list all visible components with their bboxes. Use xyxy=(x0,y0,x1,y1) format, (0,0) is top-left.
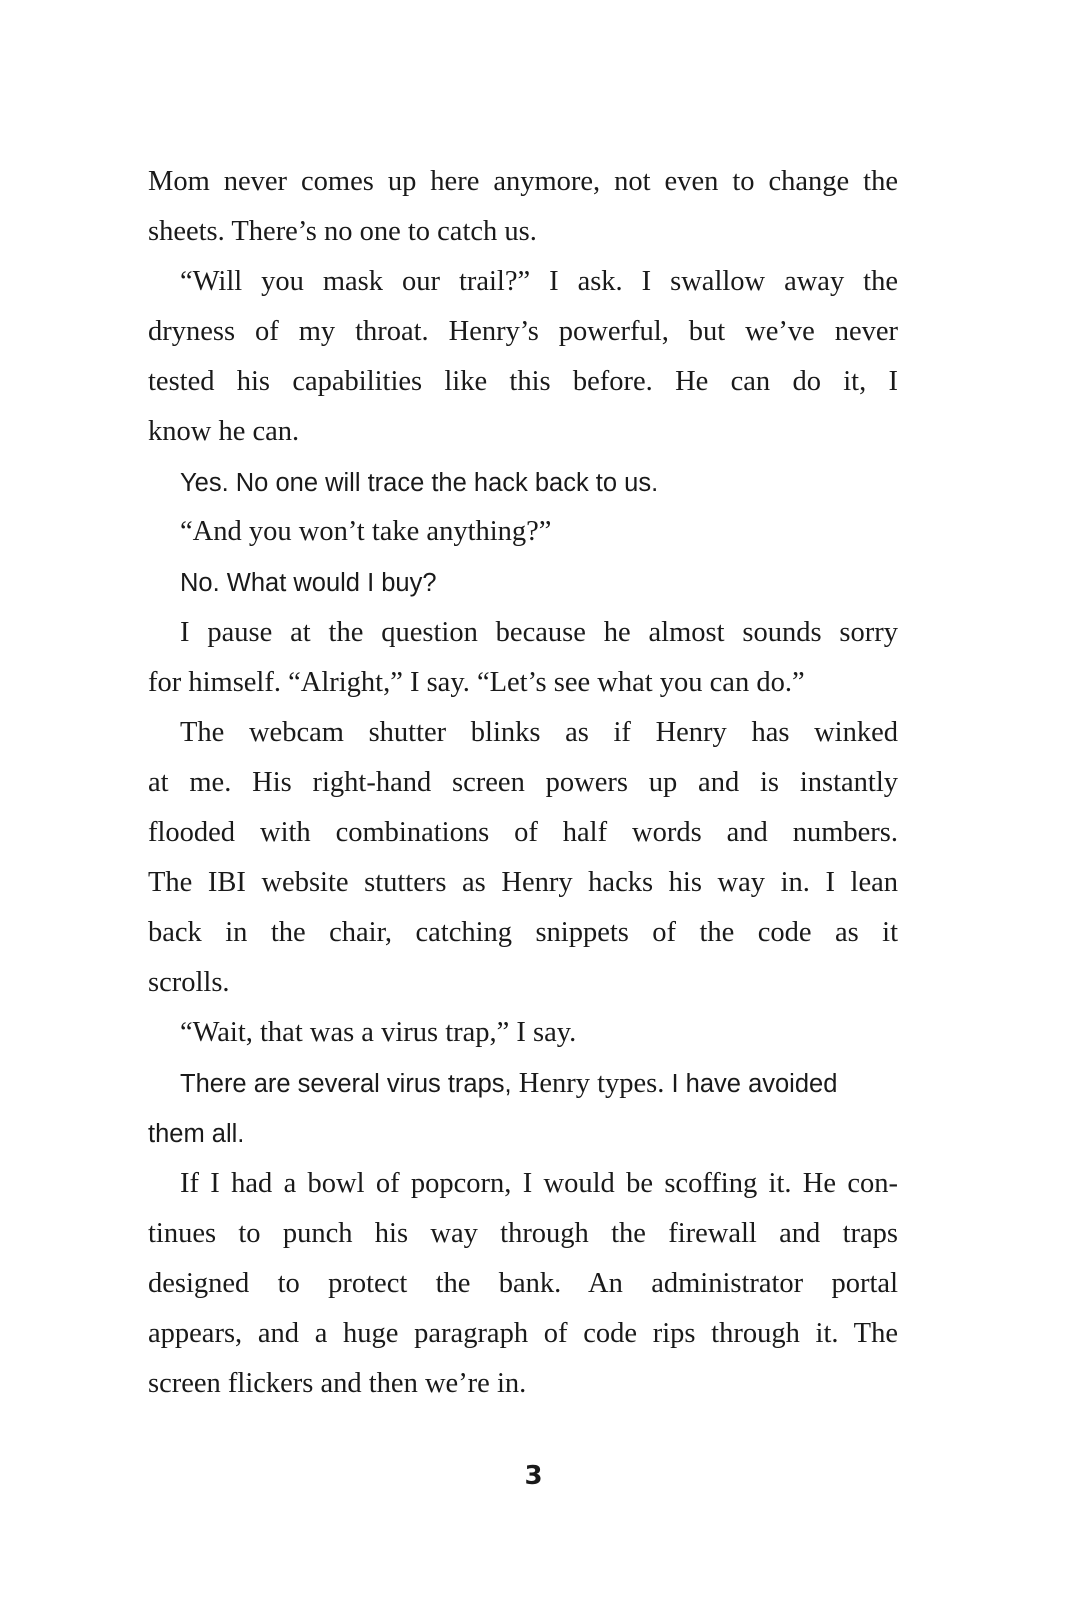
text-line: The webcam shutter blinks as if Henry has winked xyxy=(180,717,898,748)
henry-message-text: There are several virus traps, xyxy=(180,1070,512,1098)
text-line: tinues to punch his way through the firewall and traps xyxy=(148,1218,898,1249)
mixed-line xyxy=(180,1064,898,1104)
henry-message-line: Yes. No one will trace the hack back to us. xyxy=(180,469,659,497)
text-line: flooded with combinations of half words and numbers. xyxy=(148,817,898,848)
text-line: at me. His right-hand screen powers up and is instantly xyxy=(148,767,898,798)
text-line: The IBI website stutters as Henry hacks his way in. I lean xyxy=(148,867,898,898)
text-line: “Will you mask our trail?” I ask. I swallow away the xyxy=(180,266,898,297)
text-line: know he can. xyxy=(148,416,300,447)
text-line: designed to protect the bank. An administrator portal xyxy=(148,1268,898,1299)
text-line: tested his capabilities like this before. He can do it, I xyxy=(148,366,898,397)
text-line: If I had a bowl of popcorn, I would be scoffing it. He con- xyxy=(180,1168,898,1199)
page-number: 3 xyxy=(524,1461,543,1491)
henry-message-line: them all. xyxy=(148,1120,245,1148)
henry-message-text: I have avoided xyxy=(671,1070,838,1098)
text-line: sheets. There’s no one to catch us. xyxy=(148,216,537,247)
text-line: dryness of my throat. Henry’s powerful, but we’ve never xyxy=(148,316,898,347)
henry-message-line: No. What would I buy? xyxy=(180,569,437,597)
text-line: I pause at the question because he almost sounds sorry xyxy=(180,617,898,648)
text-line: “And you won’t take anything?” xyxy=(180,516,552,547)
text-line: “Wait, that was a virus trap,” I say. xyxy=(180,1017,577,1048)
text-line: screen flickers and then we’re in. xyxy=(148,1368,527,1399)
narration-text: Henry types. xyxy=(518,1068,665,1099)
text-line: appears, and a huge paragraph of code rips through it. The xyxy=(148,1318,898,1349)
text-line: for himself. “Alright,” I say. “Let’s see what you can do.” xyxy=(148,667,805,698)
text-line: Mom never comes up here anymore, not even to change the xyxy=(148,166,898,197)
text-line: scrolls. xyxy=(148,967,230,998)
text-line: back in the chair, catching snippets of the code as it xyxy=(148,917,898,948)
